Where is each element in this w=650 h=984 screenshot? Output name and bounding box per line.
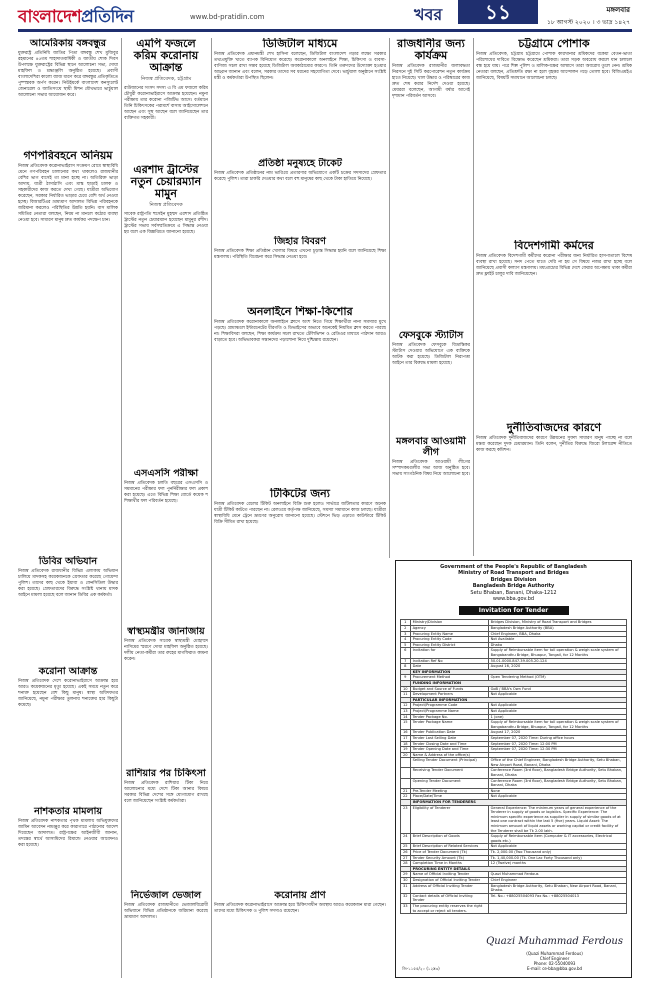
tender-cell-key: Address of Official Inviting Tender bbox=[410, 883, 488, 893]
column-divider bbox=[211, 38, 212, 978]
website-url: www.bd-pratidin.com bbox=[190, 13, 265, 21]
article-title: প্রতিষ্ঠা মনুষ্যহে টাকেট bbox=[258, 158, 342, 169]
tender-authority: Bangladesh Bridge Authority bbox=[472, 583, 555, 590]
tender-cell-value: Supply of Reimbursable item for toll operation & weigh scale system of Bangabandhu Bridge, Bhuapur, Tangail, for 12 Months bbox=[488, 720, 626, 730]
tender-cell-key: Project/Programme Name bbox=[410, 708, 488, 714]
tender-cell-number: 30 bbox=[401, 877, 411, 883]
tender-cell-key: Brief Description of Related Services bbox=[410, 844, 488, 850]
article-title: এমপি ফজলে করিম করোনায় আক্রান্ত bbox=[133, 38, 199, 74]
tender-cell-value: Not Applicable bbox=[488, 708, 626, 714]
tender-cell-number: 17 bbox=[401, 735, 411, 741]
newspaper-logo[interactable] bbox=[18, 4, 133, 26]
tender-cell-number: 8 bbox=[401, 664, 411, 670]
tender-cell-key: Brief Description of Goods bbox=[410, 834, 488, 844]
article-body: নিজস্ব প্রতিবেদক চলতি বছরের এসএসসি ও সমমানের পরীক্ষার ফল পুনর্নিরীক্ষার ফল প্রকাশ করা হয়েছে। এতে বিভিন্ন শিক্ষা বোর্ডে কয়েক শ শিক্ষার্থীর ফল পরিবর্তন হয়েছে। bbox=[124, 481, 208, 504]
tender-cell-key: Invitation Ref No bbox=[410, 658, 488, 664]
article-body: নিজস্ব প্রতিবেদক করোনাভাইরাসে আক্রান্ত হয়ে চিকিৎসাধীন অবস্থায় আরও কয়েকজন মারা গেছেন। তাদের মধ্যে চিকিৎসক ও পুলিশ সদস্যও রয়েছেন। bbox=[214, 903, 386, 914]
article-title: নির্ভেজাল ভেজাল bbox=[130, 890, 202, 901]
tender-cell-key: Designation of Official Inviting Tender bbox=[410, 877, 488, 883]
tender-cell-key: Name & Address of the office(s) bbox=[410, 752, 488, 758]
tender-cell-value: Tel. No.: +88025504093 Fax No.: +88025504013 bbox=[488, 893, 626, 903]
tender-cell-number: 11 bbox=[401, 692, 411, 698]
signatory-title: Chief Engineer bbox=[539, 956, 570, 961]
tender-cell-value: Dhaka bbox=[488, 642, 626, 648]
tender-cell-number: 19 bbox=[401, 747, 411, 753]
tender-cell-number: 18 bbox=[401, 741, 411, 747]
tender-cell-key: Date bbox=[410, 664, 488, 670]
tender-cell-value: GoB / BBA's Own Fund bbox=[488, 686, 626, 692]
article-rail-ticket bbox=[214, 488, 386, 888]
tender-cell-value: 12 (Twelve) months bbox=[488, 861, 626, 867]
article-migrant-workers bbox=[476, 240, 632, 420]
tender-cell-value: Not Applicable bbox=[488, 703, 626, 709]
article-body: নিজস্ব প্রতিবেদক দেশে করোনাভাইরাসে আক্রান্ত হয়ে আরও কয়েকজনের মৃত্যু হয়েছে। একই সময়ে নতুন করে শনাক্ত হয়েছেন বেশ কিছু মানুষ। স্বাস্থ্য অধিদফতর জানিয়েছে, নমুনা পরীক্ষার তুলনায় শনাক্তের হার কিছুটা কমেছে। bbox=[18, 679, 118, 708]
article-body: নিজস্ব প্রতিবেদক রাজধানীর বিভিন্ন এলাকায় অভিযান চালিয়ে মাদকসহ কয়েকজনকে গ্রেফতার করেছে গোয়েন্দা পুলিশ। তাদের কাছ থেকে ইয়াবা ও ফেনসিডিল উদ্ধার করা হয়েছে। গ্রেফতারদের বিরুদ্ধে সংশ্লিষ্ট থানায় মাদক আইনে মামলা হয়েছে বলে জানান ডিবির এক কর্মকর্তা। bbox=[18, 569, 118, 598]
tender-cell-key: Price of Tender Document (Tk) bbox=[410, 849, 488, 855]
tender-address: Setu Bhaban, Banani, Dhaka-1212 bbox=[470, 589, 557, 596]
tender-cell-value: Conference Room (3rd floor), Bangladesh Bridge Authority, Setu Bhaban, Banani, Dhaka bbox=[488, 768, 626, 778]
article-title: অনলাইনে শিক্ষা-কিশোর bbox=[247, 306, 353, 318]
article-body: সাবেক রাষ্ট্রপতি হুসেইন মুহম্মদ এরশাদ প্রতিষ্ঠিত ট্রাস্টের নতুন চেয়ারম্যান হয়েছেন মামুনুর রশীদ। ট্রাস্টের সভায় সর্বসম্মতিক্রমে এ সিদ্ধান্ত নেওয়া হয় বলে এক বিজ্ঞপ্তিতে জানানো হয়েছে। bbox=[124, 212, 208, 235]
tender-cell-key: Opening Tender Document bbox=[410, 778, 488, 788]
tender-cell-key: Place/Date/Time bbox=[410, 794, 488, 800]
tender-cell-value: September 07, 2020 Time: During office hours bbox=[488, 735, 626, 741]
tender-cell-key: INFORMATION FOR TENDERERS bbox=[410, 800, 626, 806]
logo-part-bangladesh: বাংলাদেশ bbox=[18, 7, 82, 27]
tender-cell-key: Tender Opening Date and Time bbox=[410, 747, 488, 753]
column-divider bbox=[473, 38, 474, 556]
tender-cell-key: Completion Time in Months bbox=[410, 861, 488, 867]
tender-cell-number: 29 bbox=[401, 872, 411, 878]
tender-cell-key: Procuring Entity Name bbox=[410, 631, 488, 637]
tender-cell-value: Chief Engineer, BBA, Dhaka bbox=[488, 631, 626, 637]
article-body: নিজস্ব প্রতিবেদক আওয়ামী লীগের সম্পাদকমণ্ডলীর সভা আজ অনুষ্ঠিত হবে। সভায় সাংগঠনিক বিষয় নিয়ে আলোচনা হবে। bbox=[392, 460, 470, 477]
signatory-name: (Quazi Muhammad Ferdous) bbox=[526, 951, 583, 956]
article-body: নিজস্ব প্রতিবেদক শিক্ষা প্রতিষ্ঠান খোলার বিষয়ে এখনো চূড়ান্ত সিদ্ধান্ত হয়নি বলে জানিয়েছে শিক্ষা মন্ত্রণালয়। পরিস্থিতি বিবেচনা করে সিদ্ধান্ত নেওয়া হবে। bbox=[214, 249, 386, 260]
tender-cell-number: 31 bbox=[401, 883, 411, 893]
article-title: ডিবির অভিযান bbox=[38, 556, 98, 567]
tender-row bbox=[401, 720, 627, 730]
tender-cell-value: Supply of Reimbursable item for toll operation & weigh scale system of Bangabandhu Bridge, Bhuapur, Tangail, for 12 Months bbox=[488, 648, 626, 658]
article-mp-covid bbox=[124, 38, 208, 160]
tender-cell-key: Ministry/Division bbox=[410, 620, 488, 626]
tender-cell-number: 24 bbox=[401, 834, 411, 844]
tender-cell-value: Open Tendering Method (OTM) bbox=[488, 675, 626, 681]
article-title: নাশকতার মামলায় bbox=[34, 806, 102, 817]
tender-cell-key: Project/Programme Code bbox=[410, 703, 488, 709]
article-fraud-ring bbox=[214, 158, 386, 234]
tender-cell-number: 9 bbox=[401, 675, 411, 681]
article-body: নিজস্ব প্রতিবেদক নাশকতার পৃথক মামলায় অভিযুক্তদের জামিন আবেদন নামঞ্জুর করে কারাগারে পাঠানোর আদেশ দিয়েছেন আদালত। রাষ্ট্রপক্ষের আইনজীবী জানান, তদন্তের স্বার্থে আসামিদের রিমান্ডে নেওয়ার আবেদনও করা হয়েছে। bbox=[18, 819, 118, 848]
tender-ministry: Ministry of Road Transport and Bridges bbox=[458, 570, 569, 577]
article-title: ডিজিটাল মাধ্যমে bbox=[262, 38, 338, 50]
issue-date: ১৮ আগস্ট ২০২০ । ৩ ভাদ্র ১৪২৭ bbox=[546, 19, 630, 26]
tender-cell-number: 22 bbox=[401, 794, 411, 800]
tender-cell-key: Tender Security Amount (Tk) bbox=[410, 855, 488, 861]
tender-cell-key: The procuring entity reserves the right to accept or reject all tenders. bbox=[410, 903, 488, 913]
tender-cell-key: Name of Official Inviting Tender bbox=[410, 872, 488, 878]
tender-cell-key: Receiving Tender Document bbox=[410, 768, 488, 778]
article-awami-league bbox=[392, 436, 470, 556]
article-health-minister bbox=[124, 626, 208, 766]
tender-cell-number: 26 bbox=[401, 849, 411, 855]
article-russia-vaccine bbox=[124, 768, 208, 888]
tender-cell-key: Tender Last Selling Date bbox=[410, 735, 488, 741]
column-divider bbox=[389, 38, 390, 558]
article-title: দুর্নীতিবাজদের কারণে bbox=[506, 422, 602, 434]
tender-cell-value: August 16, 2020 bbox=[488, 664, 626, 670]
tender-cell-value: Bangladesh Bridge Authority, Setu Bhaban, New Airport Road, Banani, Dhaka. bbox=[488, 883, 626, 893]
tender-cell-number: 15 bbox=[401, 720, 411, 730]
masthead-rule bbox=[18, 29, 632, 32]
tender-row bbox=[401, 758, 627, 768]
tender-cell-value: Tk. 2,000.00 (Two Thousand only) bbox=[488, 849, 626, 855]
tender-signature-block bbox=[486, 936, 623, 971]
tender-cell-key: Contact details of Official Inviting Tender bbox=[410, 893, 488, 903]
article-transport bbox=[18, 150, 118, 554]
article-digital bbox=[214, 38, 386, 156]
masthead bbox=[0, 0, 650, 36]
tender-government: Government of the People's Republic of Bangladesh bbox=[440, 564, 587, 570]
tender-cell-key: Agency bbox=[410, 626, 488, 632]
tender-cell-key: Tender Publication Date bbox=[410, 730, 488, 736]
article-title: রাজধানীর জন্য কার্যক্রম bbox=[397, 38, 465, 62]
tender-row bbox=[401, 768, 627, 778]
article-byline: নিজস্ব প্রতিবেদক, চট্টগ্রাম bbox=[140, 76, 192, 82]
article-body: নিজস্ব প্রতিবেদক ফেসবুকে বিভ্রান্তিকর স্ট্যাটাস দেওয়ার অভিযোগে এক ব্যক্তিকে আটক করা হয়েছে। ডিজিটাল নিরাপত্তা আইনে তার বিরুদ্ধে মামলা হয়েছে। bbox=[392, 343, 470, 366]
article-corruption bbox=[476, 422, 632, 556]
article-title: স্বাস্থ্যমন্ত্রীর জানাজায় bbox=[127, 626, 205, 637]
tender-cell-key: Procuring Entity Code bbox=[410, 637, 488, 643]
column-divider bbox=[121, 38, 122, 978]
article-title: এসএসসি পরীক্ষা bbox=[133, 468, 199, 479]
article-capital-program bbox=[392, 38, 470, 328]
tender-heading: Invitation for Tender bbox=[459, 606, 569, 615]
tender-row bbox=[401, 883, 627, 893]
article-ssc-exam bbox=[124, 468, 208, 588]
tender-cell-number bbox=[401, 758, 411, 768]
article-title: বিদেশগামী কর্মদের bbox=[514, 240, 594, 252]
tender-cell-key: Tender Package Name bbox=[410, 720, 488, 730]
tender-table bbox=[400, 619, 627, 914]
tender-cell-value: Office of the Chief Engineer, Bangladesh Bridge Authority, Setu Bhaban, New Airport Road, Banani, Dhaka bbox=[488, 758, 626, 768]
tender-cell-number: 20 bbox=[401, 752, 411, 758]
tender-cell-key: Procuring Entity District bbox=[410, 642, 488, 648]
tender-cell-key: Pre-Tender Meeting bbox=[410, 788, 488, 794]
article-title: রাশিয়ার পর চিকিৎসা bbox=[126, 768, 206, 779]
tender-cell-number: 14 bbox=[401, 714, 411, 720]
tender-cell-value: Not Applicable bbox=[488, 692, 626, 698]
tender-cell-value: 1 (one) bbox=[488, 714, 626, 720]
tender-cell-value: September 07, 2020 Time: 12:00 PM bbox=[488, 741, 626, 747]
article-title: গণপরিবহনে অনিয়ম bbox=[23, 150, 113, 162]
tender-cell-number: 21 bbox=[401, 788, 411, 794]
tender-cell-number bbox=[401, 778, 411, 788]
tender-cell-value: Tk. 1,40,000.00 (Tk. One Lac Forty Thousand only) bbox=[488, 855, 626, 861]
article-body: নিজস্ব প্রতিবেদক বিদেশগামী কর্মীদের করোনা পরীক্ষার জন্য নির্ধারিত হাসপাতালে বিশেষ ব্যবস্থা রাখা হয়েছে। সনদ পেতে যাতে দেরি না হয় সে বিষয়ে নজর রাখা হচ্ছে বলে জানিয়েছে প্রবাসী কল্যাণ মন্ত্রণালয়। মধ্যপ্রাচ্যের বিভিন্ন দেশে ফেরার অপেক্ষায় থাকা কর্মীরা দ্রুত ফ্লাইট চালুর দাবি জানিয়েছেন। bbox=[476, 254, 632, 277]
issue-day: মঙ্গলবার bbox=[606, 6, 630, 14]
tender-cell-key: Selling Tender Document (Principal) bbox=[410, 758, 488, 768]
article-body: নিজস্ব প্রতিবেদক, চট্টগ্রাম চট্টগ্রামে পোশাক কারখানার শ্রমিকদের বকেয়া বেতন-ভাতা পরিশোধের দাবিতে বিক্ষোভ করেছেন শ্রমিকরা। তারা সড়ক অবরোধ করলে যান চলাচল বন্ধ হয়ে যায়। পরে শিল্প পুলিশ ও মালিকপক্ষের আশ্বাসে তারা অবরোধ তুলে নেন। শ্রমিক নেতারা বলছেন, প্রতিশ্রুতি রক্ষা না হলে বৃহত্তর আন্দোলন গড়ে তোলা হবে। বিজিএমইএ জানিয়েছে, বিষয়টি সমাধানে আলোচনা চলছে। bbox=[476, 52, 632, 81]
article-ershad-trust bbox=[124, 164, 208, 396]
tender-cell-key: FUNDING INFORMATION bbox=[410, 680, 626, 686]
article-body: নিজস্ব প্রতিবেদক রাজধানীর জলাবদ্ধতা নিরসনে দুই সিটি করপোরেশন নতুন কার্যক্রম হাতে নিয়েছে। খাল উদ্ধার ও পরিষ্কারের কাজ দ্রুত শেষ করার নির্দেশ দেওয়া হয়েছে। মেয়ররা বলেছেন, আগামী বর্ষার আগেই দৃশ্যমান পরিবর্তন আসবে। bbox=[392, 64, 470, 99]
article-body: নিজস্ব প্রতিবেদক করোনাকালে অনলাইনে ক্লাসে অংশ নিতে গিয়ে শিক্ষার্থীরা নানা সমস্যার মুখে পড়ছে। গ্রামাঞ্চলে ইন্টারনেটের ধীরগতি ও ডিভাইসের অভাবে অনেকেই নিয়মিত ক্লাস করতে পারছে না। শিক্ষাবিদরা বলছেন, শিক্ষা কার্যক্রম সচল রাখতে টেলিভিশন ও রেডিওর মাধ্যমে পাঠদান আরও বাড়াতে হবে। অভিভাবকরা সন্তানদের পড়াশোনা নিয়ে দুশ্চিন্তায় রয়েছেন। bbox=[214, 320, 386, 343]
tender-cell-number: 10 bbox=[401, 686, 411, 692]
article-covid-deaths bbox=[214, 890, 386, 978]
tender-cell-value: Bangladesh Bridge Authority (BBA) bbox=[488, 626, 626, 632]
tender-cell-number bbox=[401, 768, 411, 778]
tender-cell-key: Procurement Method bbox=[410, 675, 488, 681]
tender-cell-number: 3 bbox=[401, 631, 411, 637]
tender-cell-number: 12 bbox=[401, 703, 411, 709]
article-title: এরশাদ ট্রাস্টের নতুন চেয়ারম্যান মামুন bbox=[130, 164, 202, 200]
tender-cell-number: 33 bbox=[401, 903, 411, 913]
tender-cell-number: 25 bbox=[401, 844, 411, 850]
article-title: চট্টগ্রামে পোশাক bbox=[518, 38, 590, 50]
tender-cell-number: 2 bbox=[401, 626, 411, 632]
signatory-email[interactable]: E-mail: ce-bba@bba.gov.bd bbox=[527, 966, 583, 971]
article-adulteration bbox=[124, 890, 208, 978]
article-body: নিজস্ব প্রতিবেদক রাশিয়ার টিকা নিয়ে আলোচনার মধ্যে দেশে টিকা আনার বিষয়ে সরকার বিভিন্ন দেশের সঙ্গে যোগাযোগ রাখছে বলে জানিয়েছেন সংশ্লিষ্ট কর্মকর্তারা। bbox=[124, 781, 208, 804]
tender-cell-number: 28 bbox=[401, 861, 411, 867]
article-body: নিজস্ব প্রতিবেদক প্রধানমন্ত্রী শেখ হাসিনা বলেছেন, ডিজিটাল বাংলাদেশ গড়ার লক্ষ্যে সরকার তথ্যপ্রযুক্তি খাতে ব্যাপক বিনিয়োগ করেছে। করোনাকালে অনলাইনে শিক্ষা, চিকিৎসা ও ব্যবসা-বাণিজ্য সচল রাখা সম্ভব হয়েছে ডিজিটাল অবকাঠামোর কারণে। তিনি তরুণদের উদ্যোক্তা হওয়ার আহ্বান জানান এবং বলেন, সরকার তাদের সব ধরনের সহযোগিতা দেবে। ভার্চুয়াল অনুষ্ঠানে সংশ্লিষ্ট মন্ত্রী ও কর্মকর্তারা উপস্থিত ছিলেন। bbox=[214, 52, 386, 81]
article-title: জিহার বিবরণ bbox=[274, 236, 326, 247]
article-body: রাউজানের সংসদ সদস্য এ বি এম ফজলে করিম চৌধুরী করোনাভাইরাসে আক্রান্ত হয়েছেন। নমুনা পরীক্ষায় তার করোনা পজিটিভ আসে। বর্তমানে তিনি চিকিৎসকের পরামর্শে বাসায় আইসোলেশনে আছেন এবং সুস্থ আছেন বলে জানিয়েছেন তার ব্যক্তিগত সহকারী। bbox=[124, 86, 208, 121]
tender-row bbox=[401, 648, 627, 658]
article-byline: নিজস্ব প্রতিবেদক bbox=[149, 202, 183, 208]
section-label: খবর bbox=[414, 5, 443, 24]
tender-cell-value: 50.01.0000.847.39.005.20-124 bbox=[488, 658, 626, 664]
article-online-education bbox=[214, 306, 386, 486]
tender-cell-value: Not Applicable bbox=[488, 844, 626, 850]
tender-cell-key: PARTICULAR INFORMATION bbox=[410, 697, 626, 703]
tender-cell-value: Bridges Division, Ministry of Road Transport and Bridges bbox=[488, 620, 626, 626]
tender-row bbox=[401, 903, 627, 913]
article-body: নিজস্ব প্রতিবেদক রেলের টিকিট অনলাইনে বিক্রি শুরু হলেও সার্ভারে জটিলতার কারণে অনেক যাত্রী টিকিট কাটতে পারছেন না। রেলওয়ে কর্তৃপক্ষ জানিয়েছে, সমস্যা সমাধানে কাজ চলছে। যাত্রীরা স্বাস্থ্যবিধি মেনে ট্রেনে ভ্রমণের অনুরোধ জানানো হয়েছে। স্টেশনে ভিড় এড়াতে কাউন্টারে টিকিট বিক্রি সীমিত রাখা হয়েছে। bbox=[214, 502, 386, 525]
tender-row bbox=[401, 778, 627, 788]
tender-cell-number: 1 bbox=[401, 620, 411, 626]
tender-cell-value: Quazi Muhammad Ferdous bbox=[488, 872, 626, 878]
tender-cell-key: Budget and Source of Funds bbox=[410, 686, 488, 692]
tender-cell-value: August 17, 2020 bbox=[488, 730, 626, 736]
tender-cell-number: 27 bbox=[401, 855, 411, 861]
article-body: নিজস্ব প্রতিবেদক সাবেক স্বাস্থ্যমন্ত্রী মোহাম্মদ নাসিমের স্মরণে দোয়া মাহফিল অনুষ্ঠিত হয়েছে। দলীয় নেতা-কর্মীরা তার রুহের মাগফিরাত কামনা করেন। bbox=[124, 639, 208, 662]
tender-row bbox=[401, 805, 627, 834]
article-america bbox=[18, 38, 118, 148]
tender-cell-number: 16 bbox=[401, 730, 411, 736]
tender-cell-number: 5 bbox=[401, 642, 411, 648]
article-body: যুক্তরাষ্ট্র প্রতিনিধি জাতির পিতা বঙ্গবন্ধু শেখ মুজিবুর রহমানের ৪৫তম শাহাদাতবার্ষিকী ও জাতীয় শোক দিবস উপলক্ষে যুক্তরাষ্ট্রের বিভিন্ন স্থানে আলোচনা সভা, দোয়া মাহফিল ও শ্রদ্ধাঞ্জলি অনুষ্ঠিত হয়েছে। প্রবাসী বাংলাদেশিরা কালো ব্যাজ ধারণ করে বঙ্গবন্ধুর প্রতিকৃতিতে পুষ্পস্তবক অর্পণ করেন। নিউইয়র্কে বাংলাদেশ কনস্যুলেট জেনারেল ও জাতিসংঘে স্থায়ী মিশন যৌথভাবে ভার্চুয়াল আলোচনা সভার আয়োজন করে। bbox=[18, 51, 118, 98]
tender-cell-number: 6 bbox=[401, 648, 411, 658]
article-ctg-garments bbox=[476, 38, 632, 238]
tender-cell-key: PROCURING ENTITY DETAILS bbox=[410, 866, 626, 872]
tender-notice bbox=[395, 560, 632, 978]
page-number: ১১ bbox=[458, 0, 538, 24]
article-title: করোনায় প্রাণ bbox=[274, 890, 326, 901]
tender-website[interactable]: www.bba.gov.bd bbox=[492, 596, 535, 603]
tender-cell-key: KEY INFORMATION bbox=[410, 669, 626, 675]
article-title: মঙ্গলবার আওয়ামী লীগ bbox=[396, 436, 466, 458]
article-title: করোনা আক্রান্ত bbox=[38, 666, 98, 677]
tender-cell-key: Invitation for bbox=[410, 648, 488, 658]
article-education-decision bbox=[214, 236, 386, 306]
tender-cell-key: Tender Closing Date and Time bbox=[410, 741, 488, 747]
tender-cell-key: Development Partners bbox=[410, 692, 488, 698]
article-title: ফেসবুকে স্ট্যাটাস bbox=[398, 330, 464, 341]
tender-cell-value: Supply of Reimbursable item (Computer & IT accessories, Electrical goods etc.) bbox=[488, 834, 626, 844]
article-body: নিজস্ব প্রতিবেদক করোনাভাইরাস সংক্রমণ রোধে স্বাস্থ্যবিধি মেনে গণপরিবহন চালানোর কথা থাকলেও রাজধানীর বেশির ভাগ বাসেই তা মানা হচ্ছে না। অতিরিক্ত ভাড়া আদায়, যাত্রী ঠাসাঠাসি এবং মাস্ক ছাড়াই চালক ও সহকারীদের কাজ করতে দেখা গেছে। যাত্রীরা অভিযোগ করেছেন, সরকার নির্ধারিত ভাড়ার চেয়ে বেশি অর্থ নেওয়া হচ্ছে। বিআরটিএর ভ্রাম্যমাণ আদালত বিভিন্ন পরিবহনকে জরিমানা করলেও পরিস্থিতির উন্নতি হয়নি। বাস মালিক সমিতির নেতারা বলছেন, নিয়ম না মানলে কঠোর ব্যবস্থা নেওয়া হবে। সাধারণ মানুষ দ্রুত কার্যকর পদক্ষেপ চান। bbox=[18, 164, 118, 223]
logo-part-pratidin: প্রতিদিন bbox=[81, 7, 134, 27]
tender-cell-value: General Experience: The minimum years of general experience of the Tenderer in supply of goods or logistics. Specific Experience: The minimum specific experience as supplier in supply of similar goods of at least one contract within the last 5 (five) years. Liquid Asset: The minimum amount of liquid assets or working capital or credit facility of the Tenderer shall be Tk 2.00 lakh. bbox=[488, 805, 626, 834]
article-body: নিজস্ব প্রতিবেদক দুর্নীতিবাজদের কারণে উন্নয়নের সুফল সাধারণ মানুষ পাচ্ছে না বলে মন্তব্য করেছেন দুদক চেয়ারম্যান। তিনি বলেন, দুর্নীতির বিরুদ্ধে জিরো টলারেন্স নীতিতে কাজ করছে কমিশন। bbox=[476, 436, 632, 453]
tender-row bbox=[401, 834, 627, 844]
article-title: টিকিটের জন্য bbox=[270, 488, 330, 500]
article-sabotage-case bbox=[18, 806, 118, 978]
tender-cell-value: Not Applicable bbox=[488, 794, 626, 800]
signatory-phone: Phone: 02-55040093 bbox=[533, 961, 576, 966]
signature: Quazi Muhammad Ferdous bbox=[486, 936, 623, 947]
tender-cell-value: None bbox=[488, 788, 626, 794]
article-body: নিজস্ব প্রতিবেদক প্রতিষ্ঠানের নাম ভাঙিয়ে প্রতারণার অভিযোগে একটি চক্রের সদস্যদের গ্রেফতার করেছে পুলিশ। তারা চাকরি দেওয়ার কথা বলে বহু মানুষের কাছ থেকে টাকা হাতিয়ে নিয়েছে। bbox=[214, 171, 386, 182]
article-title: আমেরিকায় বঙ্গবন্ধুর bbox=[29, 38, 107, 49]
tender-cell-number: 4 bbox=[401, 637, 411, 643]
tender-cell-key: Tender Package No. bbox=[410, 714, 488, 720]
tender-cell-value bbox=[488, 903, 626, 913]
tender-cell-value: September 07, 2020 Time: 12:30 PM bbox=[488, 747, 626, 753]
article-body: নিজস্ব প্রতিবেদক রাজধানীতে ভেজালবিরোধী অভিযানে বিভিন্ন প্রতিষ্ঠানকে জরিমানা করেছে ভ্রাম্যমাণ আদালত। bbox=[124, 903, 208, 920]
tender-division: Bridges Division bbox=[490, 576, 537, 583]
article-covid-infected bbox=[18, 666, 118, 806]
article-facebook-status bbox=[392, 330, 470, 434]
tender-cell-number: 13 bbox=[401, 708, 411, 714]
tender-cell-number: 23 bbox=[401, 805, 411, 834]
tender-gd-code: জি-১১৫৫/২০ (১২x৩) bbox=[402, 966, 440, 971]
tender-row bbox=[401, 893, 627, 903]
tender-cell-number: 7 bbox=[401, 658, 411, 664]
article-db-raid bbox=[18, 556, 118, 666]
tender-cell-value: Not Available bbox=[488, 637, 626, 643]
tender-cell-number: 32 bbox=[401, 893, 411, 903]
tender-cell-value: Chief Engineer bbox=[488, 877, 626, 883]
tender-cell-key: Eligibility of Tenderer bbox=[410, 805, 488, 834]
tender-cell-value: Conference Room (3rd floor), Bangladesh Bridge Authority, Setu Bhaban, Banani, Dhaka bbox=[488, 778, 626, 788]
